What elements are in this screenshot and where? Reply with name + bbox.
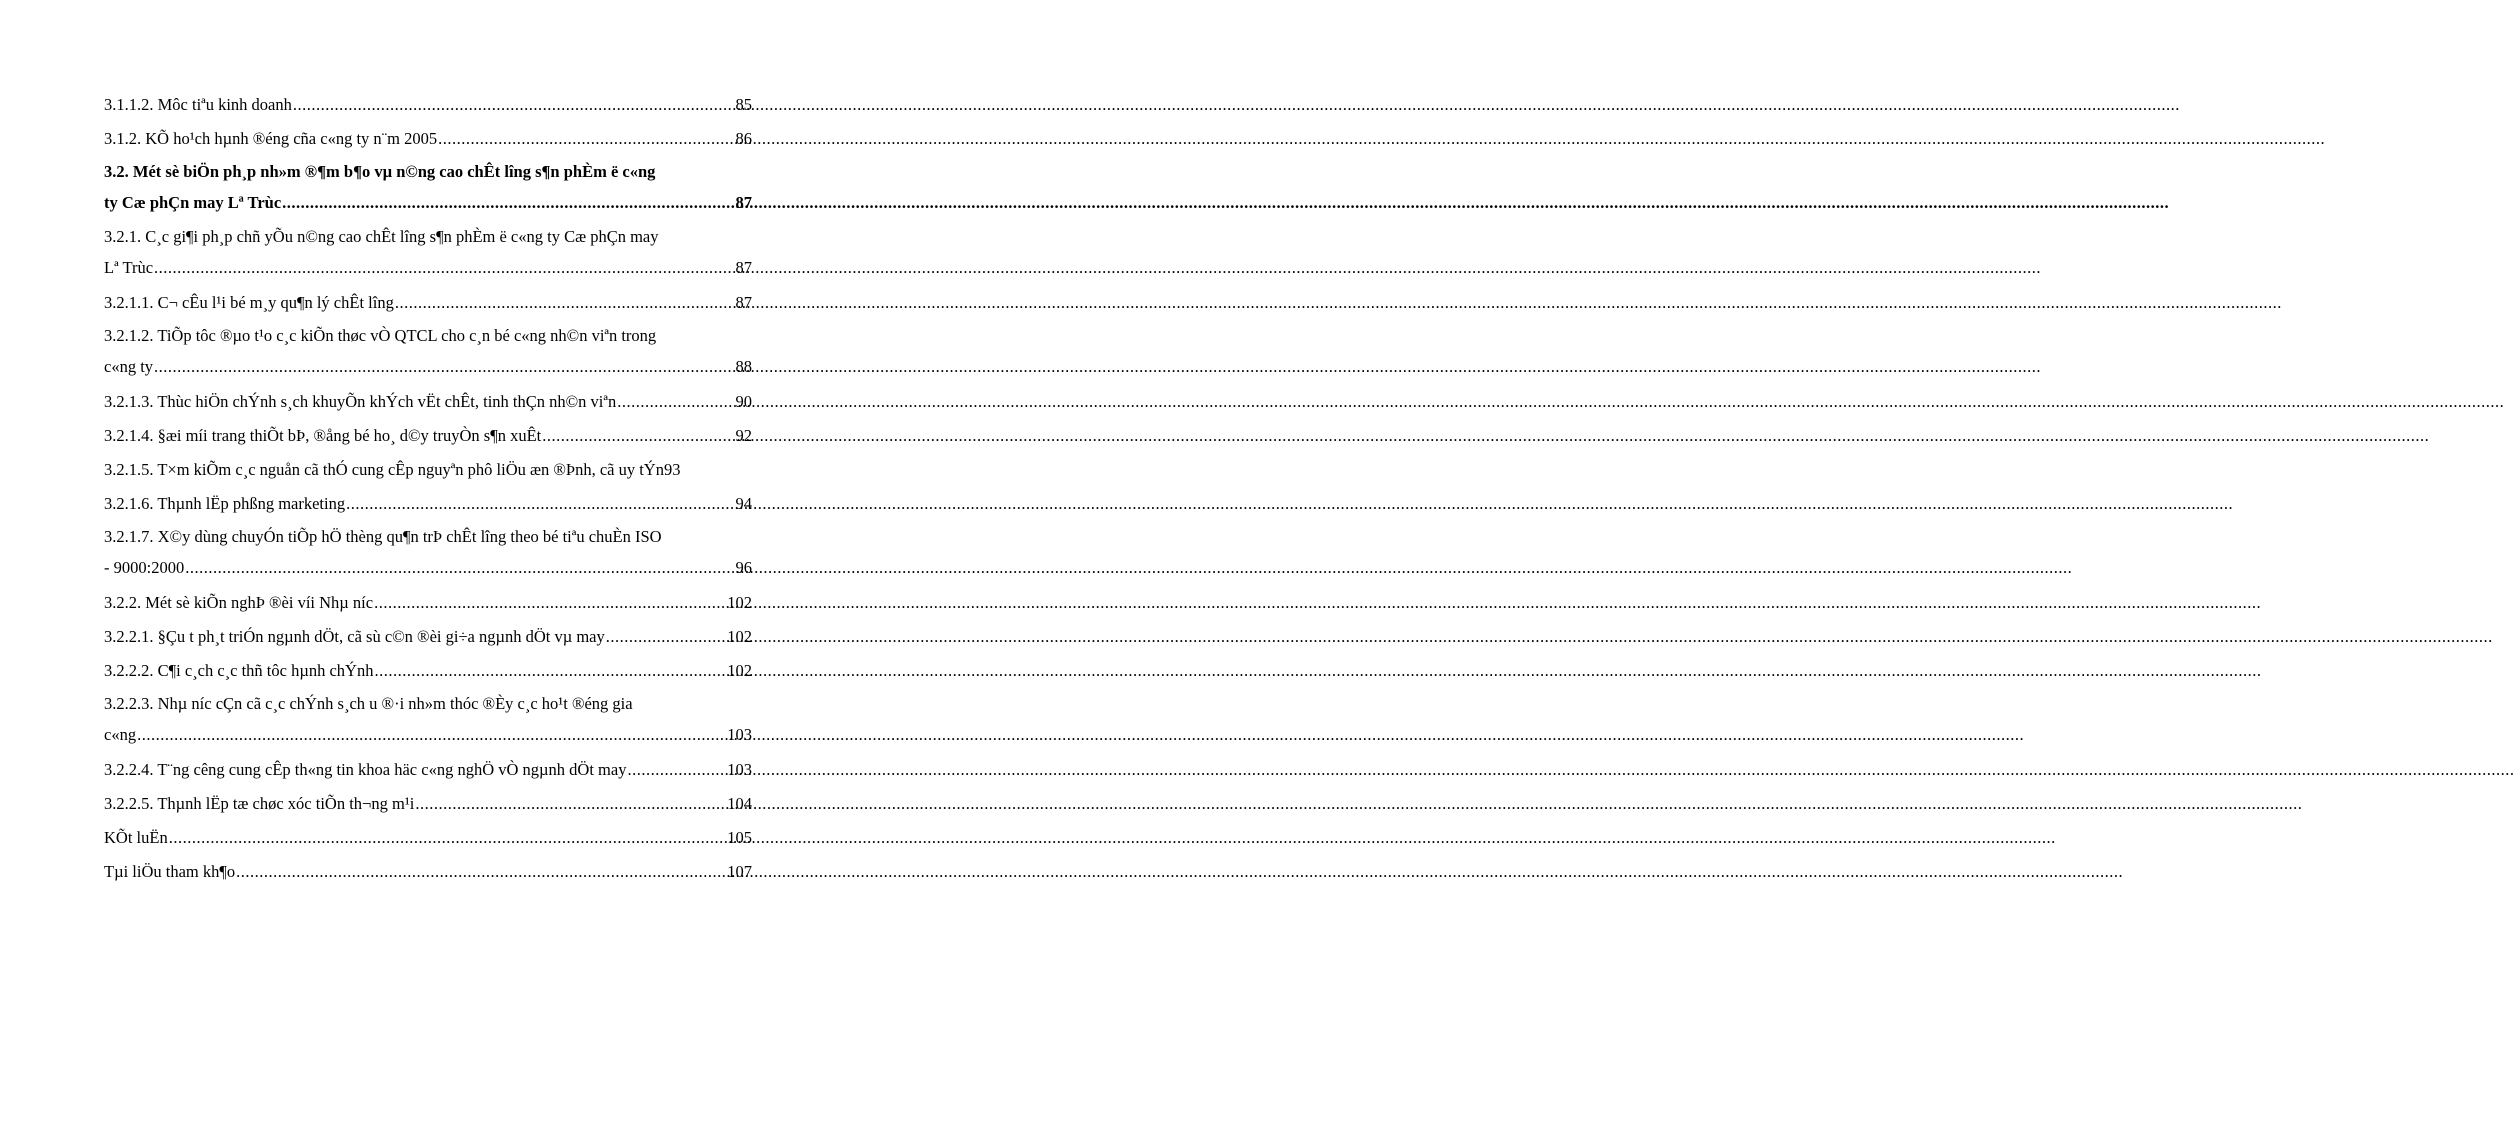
toc-entry-line	[104, 552, 752, 586]
toc-entry-title: 3.2.1.1. C¬ cÊu l¹i bé m¸y qu¶n lý chÊt lîng	[104, 293, 394, 312]
toc-page-number: 94	[735, 494, 752, 513]
toc-page-number: 96	[735, 558, 752, 577]
dot-leader	[395, 286, 735, 320]
toc-page-number: 85	[735, 95, 752, 114]
toc-page-number: 103	[727, 725, 752, 744]
toc-entry-line	[104, 156, 752, 187]
toc-entry-title: ty Cæ phÇn may Lª Trùc	[104, 193, 282, 212]
toc-entry	[104, 753, 752, 787]
dot-leader	[438, 122, 734, 156]
toc-entry-title: 3.2.2.1. §Çu t ph¸t triÓn ngµnh dÖt, cã sù c©n ®èi gi÷a ngµnh dÖt vµ may	[104, 627, 605, 646]
toc-entry-title: 3.2.1.6. Thµnh lËp phßng marketing	[104, 494, 346, 513]
toc-entry-line	[104, 320, 752, 351]
toc-entry-title: 3.2.1.4. §æi míi trang thiÕt bÞ, ®ång bé ho¸ d©y truyÒn s¶n xuÊt	[104, 426, 542, 445]
dot-leader	[374, 586, 726, 620]
toc-entry	[104, 787, 752, 821]
toc-entry	[104, 221, 752, 286]
toc-entry-title: c«ng	[104, 725, 137, 744]
toc-entry-title: 3.1.1.2. Môc tiªu kinh doanh	[104, 95, 292, 114]
dot-leader	[137, 719, 726, 750]
toc-entry-title: KÕt luËn	[104, 828, 168, 847]
toc-page-number: 87	[735, 193, 752, 212]
toc-entry-title: 3.2.1.7. X©y dùng chuyÓn tiÕp hÖ thèng qu¶n trÞ chÊt lîng theo bé tiªu chuÈn ISO	[104, 527, 662, 546]
toc-entry	[104, 855, 752, 889]
dot-leader	[293, 88, 735, 122]
dot-leader	[346, 487, 734, 521]
dot-leader	[627, 753, 726, 787]
toc-entry-title: 3.1.2. KÕ ho¹ch hµnh ®éng cña c«ng ty n¨m 2005	[104, 129, 438, 148]
toc-entry-title: 3.2. Mét sè biÖn ph¸p nh»m ®¶m b¶o vµ n©ng cao chÊt lîng s¶n phÈm ë c«ng	[104, 162, 656, 181]
toc-entry-line	[104, 719, 752, 753]
toc-entry-title: 3.2.2.4. T¨ng cêng cung cÊp th«ng tin khoa häc c«ng nghÖ vÒ ngµnh dÖt may	[104, 760, 627, 779]
toc-page-number: 102	[727, 593, 752, 612]
toc-entry	[104, 385, 752, 419]
toc-page-number: 103	[727, 760, 752, 779]
toc-entry-title: 3.2.2.2. C¶i c¸ch c¸c thñ tôc hµnh chÝnh	[104, 661, 374, 680]
toc-entry-line	[104, 385, 752, 419]
toc-entry-line	[104, 286, 752, 320]
toc-page-number: 107	[727, 862, 752, 881]
toc-page-number: 92	[735, 426, 752, 445]
toc-page-number: 90	[735, 392, 752, 411]
toc-entry-title: 3.2.2.3. Nhµ níc cÇn cã c¸c chÝnh s¸ch u ®·i nh»m thóc ®Èy c¸c ho¹t ®éng gia	[104, 694, 633, 713]
dot-leader	[154, 252, 734, 283]
dot-leader	[617, 385, 734, 419]
toc-entry-line	[104, 521, 752, 552]
toc-entry-line	[104, 122, 752, 156]
toc-entry-line	[104, 753, 752, 787]
toc-entry	[104, 320, 752, 385]
toc-page-number: 102	[727, 661, 752, 680]
toc-entry-line	[104, 252, 752, 286]
dot-leader	[169, 821, 727, 855]
toc-entry-title: Tµi liÖu tham kh¶o	[104, 862, 236, 881]
toc-entry-line	[104, 187, 752, 221]
toc-entry	[104, 156, 752, 221]
dot-leader	[415, 787, 726, 821]
toc-entry-title: Lª Trùc	[104, 258, 154, 277]
toc-entry	[104, 654, 752, 688]
toc-entry-title: 3.2.1.2. TiÕp tôc ®µo t¹o c¸c kiÕn thøc vÒ QTCL cho c¸n bé c«ng nh©n viªn trong	[104, 326, 657, 345]
toc-entry-title: 3.2.1.5. T×m kiÕm c¸c nguån cã thÓ cung cÊp nguyªn phô liÖu æn ®Þnh, cã uy tÝn93	[104, 460, 681, 479]
toc-page-number: 88	[735, 357, 752, 376]
toc-entry-line	[104, 586, 752, 620]
toc-entry-line	[104, 620, 752, 654]
toc-entry-line	[104, 654, 752, 688]
toc-entry-title: 3.2.2. Mét sè kiÕn nghÞ ®èi víi Nhµ níc	[104, 593, 374, 612]
toc-entry-line	[104, 855, 752, 889]
dot-leader	[282, 187, 734, 218]
toc-entry-line	[104, 821, 752, 855]
toc-entry	[104, 122, 752, 156]
toc-entry	[104, 688, 752, 753]
toc-entry-line	[104, 221, 752, 252]
toc-entry	[104, 620, 752, 654]
dot-leader	[606, 620, 726, 654]
toc-page-number: 87	[735, 258, 752, 277]
dot-leader	[542, 419, 734, 453]
toc-page-number: 87	[735, 293, 752, 312]
toc-entry-line	[104, 453, 752, 487]
toc-page-number: 86	[735, 129, 752, 148]
toc-entry-title: c«ng ty	[104, 357, 154, 376]
dot-leader	[185, 552, 734, 583]
table-of-contents	[104, 88, 752, 889]
toc-entry	[104, 453, 752, 487]
toc-entry	[104, 521, 752, 586]
toc-entry	[104, 487, 752, 521]
toc-entry-line	[104, 688, 752, 719]
toc-entry-title: 3.2.1. C¸c gi¶i ph¸p chñ yÕu n©ng cao chÊt lîng s¶n phÈm ë c«ng ty Cæ phÇn may	[104, 227, 659, 246]
toc-entry-line	[104, 419, 752, 453]
toc-page-number: 102	[727, 627, 752, 646]
toc-entry-line	[104, 787, 752, 821]
toc-entry	[104, 88, 752, 122]
toc-page-number: 105	[727, 828, 752, 847]
toc-entry	[104, 286, 752, 320]
toc-entry-line	[104, 487, 752, 521]
toc-entry	[104, 419, 752, 453]
toc-entry-title: 3.2.1.3. Thùc hiÖn chÝnh s¸ch khuyÕn khÝch vËt chÊt, tinh thÇn nh©n viªn	[104, 392, 617, 411]
dot-leader	[374, 654, 726, 688]
dot-leader	[154, 351, 734, 382]
toc-entry-title: 3.2.2.5. Thµnh lËp tæ chøc xóc tiÕn th¬ng m¹i	[104, 794, 415, 813]
toc-entry-line	[104, 88, 752, 122]
toc-entry	[104, 586, 752, 620]
dot-leader	[236, 855, 726, 889]
toc-entry	[104, 821, 752, 855]
toc-page-number: 104	[727, 794, 752, 813]
toc-entry-title: - 9000:2000	[104, 558, 185, 577]
toc-entry-line	[104, 351, 752, 385]
